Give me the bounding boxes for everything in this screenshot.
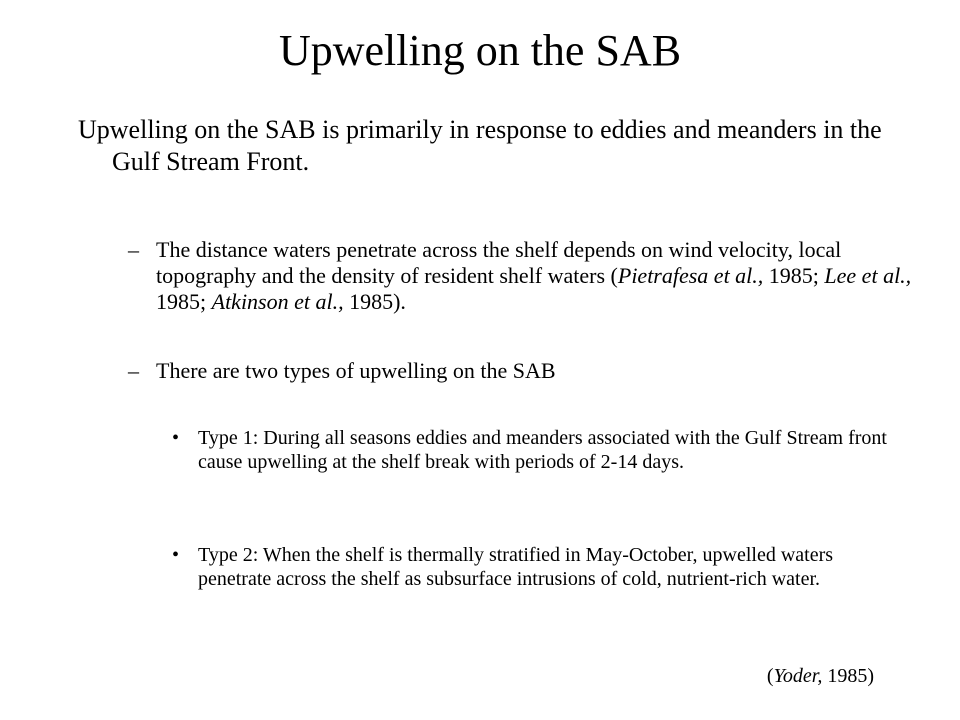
- ref-year: 1985;: [763, 263, 825, 288]
- bullet-marker: •: [172, 427, 180, 449]
- bullet-text: Type 1: During all seasons eddies and meanders associated with the Gulf Stream front cause upwelling at the shelf break with periods of 2-14 days.: [198, 427, 887, 473]
- main-point: Upwelling on the SAB is primarily in response to eddies and meanders in the Gulf Stream Front.: [78, 115, 882, 176]
- dash-marker: –: [128, 237, 139, 262]
- ref-year: 1985;: [156, 289, 212, 314]
- dash-marker: –: [128, 358, 139, 383]
- citation-open: (: [766, 665, 774, 687]
- ref-author: Pietrafesa et al.,: [617, 263, 764, 288]
- dash-item-distance: [128, 237, 926, 315]
- ref-year: 1985).: [343, 289, 406, 314]
- bullet-marker: •: [172, 544, 180, 566]
- citation: [767, 664, 874, 688]
- dash-item-types: [128, 358, 926, 384]
- bullet-type-1: [172, 426, 898, 474]
- dash-item-text: There are two types of upwelling on the SAB: [156, 358, 556, 383]
- citation-year: 1985): [822, 665, 874, 687]
- ref-author: Atkinson et al.,: [211, 289, 344, 314]
- slide-title: Upwelling on the SAB: [278, 26, 682, 75]
- bullet-text: Type 2: When the shelf is thermally stratified in May-October, upwelled waters penetrate across the shelf as subsurface intrusions of cold, nutrient-rich water.: [198, 544, 834, 590]
- dash-item-text: The distance waters penetrate across the shelf depends on wind velocity, local topography and the density of resident shelf waters (: [156, 237, 842, 288]
- bullet-type-2: [172, 543, 898, 591]
- citation-author: Yoder,: [773, 665, 823, 687]
- ref-author: Lee et al.,: [824, 263, 912, 288]
